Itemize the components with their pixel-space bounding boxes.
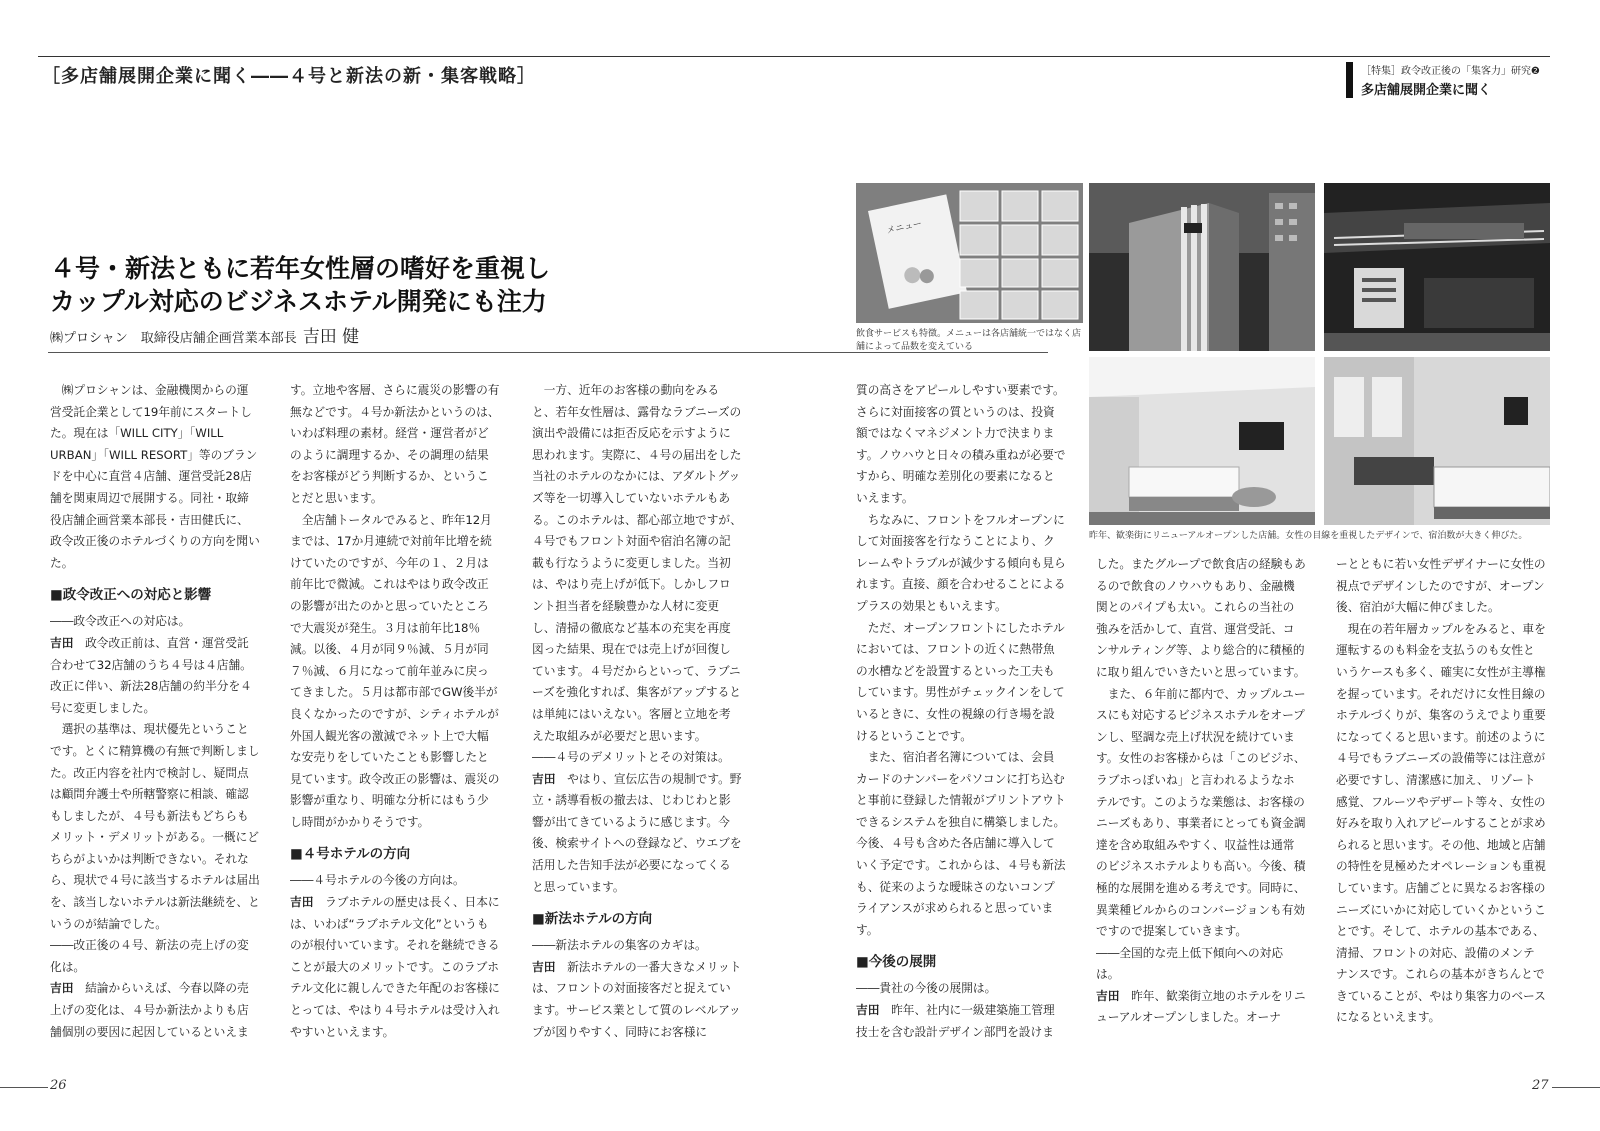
answer-text: やはり、宣伝広告の規制です。野立・誘導看板の撤去は、じわじわと影響が出てきているように感じます。今後、検索サイトへの登録など、ウエブを活用した告知手法が必要になってくると思っています。 [532,771,742,894]
guest-room-photo-1 [1089,357,1315,525]
paragraph: 一方、近年のお客様の動向をみると、若年女性層は、露骨なラブニーズの演出や設備には拒否反応を示すように思われます。実際に、４号の届出をした当社のホテルのなかには、アダルトグッズ等を一切導入していないホテルもある。このホテルは、都心部立地ですが、４号でもフロント対面や宿泊名簿の記載も行なうように変更しました。当初は、やはり売上げが低下。しかしフロント担当者を経験豊かな人材に変更し、清掃の徹底など基本の充実を再度図った結果、現在では売上げが回復しています。４号だからといって、ラブニーズを強化すれば、集客がアップするとは単純にはいえない。客層と立地を考えた取組みが必要だと思います。 [532,383,742,743]
room-illustration-1 [1089,357,1315,525]
feature-tag-line2: 多店舗展開企業に聞く [1361,83,1492,98]
paragraph: 現在の若年層カップルをみると、車を運転するのも料金を支払うのも女性というケースも多く、確実に女性が主導権を握っています。それだけに女性目線のホテルづくりが、集客のうえでより重要になってくると思います。前述のように４号でもラブニーズの設備等には注意が必要ですし、清潔感に加え、リゾート感覚、フルーツやデザート等々、女性の好みを取り入れアピールすることが求められると思います。その他、地域と店舗の特性を見極めたオペレーションも重視しています。店舗ごとに異なるお客様のニーズにいかに対応していくかということです。そして、ホテルの基本である、清掃、フロントの対応、設備のメンテナンスです。これらの基本がきちんとできていることが、やはり集客力のベースになるといえます。 [1336,621,1546,1025]
speaker-label: 吉田 [1096,988,1120,1003]
interview-question: ――新法ホテルの集客のカギは。 [532,938,707,953]
feature-tag [1346,62,1561,98]
speaker-label: 吉田 [50,981,74,996]
guest-room-photo-2 [1324,357,1550,525]
text-column-2 [290,380,500,1043]
answer-text: 昨年、社内に一級建築施工管理技士を含む設計デザイン部門を設けま [856,1003,1055,1039]
speaker-label: 吉田 [290,895,314,910]
headline-line2: カップル対応のビジネスホテル開発にも注力 [50,287,547,316]
column1-intro: ㈱プロシャンは、金融機関からの運営受託企業として19年前にスタートした。現在は「WILL CITY」「WILL URBAN」「WILL RESORT」等のブランドを中心に直営４店舗、運営受託28店舗を関東周辺で展開する。同社・取締役店舗企画営業本部長・吉田健氏に、政令改正後のホテルづくりの方向を聞いた。 [50,383,260,570]
answer-text: ラブホテルの歴史は長く、日本には、いわば“ラブホテル文化”というものが根付いています。それを継続できることが最大のメリットです。このラブホテル文化に親しんできた年配のお客様にとっては、やはり４号ホテルは受け入れやすいといえます。 [290,895,500,1039]
building-illustration-2 [1324,183,1550,351]
paragraph: 全店舗トータルでみると、昨年12月までは、17か月連続で対前年比増を続けていたのですが、今年の１、２月は前年比で微減。これはやはり政令改正の影響が出たのかと思っていたところで大震災が発生。３月は前年比18％減。以後、４月が同９％減、５月が同７％減、６月になって前年並みに戻ってきました。５月は都市部でGW後半が良くなかったのですが、シティホテルが外国人観光客の激減でネット上で大幅な安売りをしていたことも影響したと見ています。政令改正の影響は、震災の影響が重なり、明確な分析にはもう少し時間がかかりそうです。 [290,512,500,829]
answer-text: 昨年、歓楽街立地のホテルをリニューアルオープンしました。オーナ [1096,988,1306,1025]
paragraph: ただ、オープンフロントにしたホテルにおいては、フロントの近くに熱帯魚の水槽などを設置するといった工夫もしています。男性がチェックインをしているときに、女性の視線の行き場を設けるということです。 [856,620,1065,743]
headline-line1: ４号・新法ともに若年女性層の嗜好を重視し [50,254,551,283]
interview-question: ――政令改正への対応は。 [50,614,191,629]
speaker-label: 吉田 [50,635,74,650]
interview-question: ――全国的な売上低下傾向への対応は。 [1096,945,1284,982]
interview-answer [532,769,742,899]
rooms-caption: 昨年、歓楽街にリニューアルオープンした店舗。女性の目線を重視したデザインで、宿泊数が大きく伸びた。 [1089,531,1528,541]
menu-photo [856,183,1083,323]
interview-answer [1096,986,1306,1029]
byline [50,322,359,347]
feature-tag-line1: ［特集］政令改正後の「集客力」研究❷ [1361,66,1540,77]
menu-card-text: メニュー [885,219,923,237]
text-column-1 [50,380,260,1043]
paragraph: す。立地や客層、さらに震災の影響の有無などです。４号か新法かというのは、いわば料理の素材。経営・運営者がどのように調理するか、その調理の結果をお客様がどう判断するか、ということだと思います。 [290,383,500,505]
section-title: ［多店舗展開企業に聞く――４号と新法の新・集客戦略］ [42,66,536,87]
paragraph: また、６年前に都内で、カップルユースにも対応するビジネスホテルをオープンし、堅調な売上げ状況を続けています。女性のお客様からは「このビジホ、ラブホっぽいね」と言われるようなホテルです。このような業態は、お客様のニーズもあり、事業者にとっても資金調達を含め取組みやすく、収益性は通常のビジネスホテルよりも高い。今後、積極的な展開を進める考えです。同時に、異業種ビルからのコンバージョンも有効ですので提案していきます。 [1096,686,1306,939]
interview-question: ――貴社の今後の展開は。 [856,981,997,996]
interview-question: ――改正後の４号、新法の売上げの変化は。 [50,938,249,974]
speaker-label: 吉田 [856,1003,880,1018]
paragraph: ーとともに若い女性デザイナーに女性の視点でデザインしたのですが、オープン後、宿泊が大幅に伸びました。 [1336,557,1546,615]
byline-company: ㈱プロシャン 取締役店舗企画営業本部長 [50,331,297,346]
interview-answer [290,892,500,1043]
interview-answer [532,957,742,1043]
page-number-right: 27 [1532,1078,1549,1093]
menu-caption: 飲食サービスも特徴。メニューは各店舗統一ではなく店舗によって品数を変えている [856,329,1082,352]
section-heading-4go: ■４号ホテルの方向 [290,846,411,863]
answer-text: 政令改正前は、直営・運営受託合わせて32店舗のうち４号は４店舗。改正に伴い、新法28店舗の約半分を４号に変更しました。 [50,635,252,715]
text-column-3 [532,380,742,1043]
text-column-5 [1096,554,1306,1029]
page-number-left: 26 [50,1078,67,1093]
speaker-label: 吉田 [532,771,556,786]
section-heading-new-law: ■新法ホテルの方向 [532,911,653,928]
interview-question: ――４号ホテルの今後の方向は。 [290,873,465,888]
text-column-6 [1336,554,1546,1029]
paragraph: 質の高さをアピールしやすい要素です。さらに対面接客の質というのは、投資額ではなくマネジメント力で決まります。ノウハウと日々の積み重ねが必要ですから、明確な差別化の要素になるといえます。 [856,383,1066,505]
menu-illustration [856,183,1083,323]
section-heading-future: ■今後の展開 [856,954,937,971]
text-column-4 [856,380,1066,1043]
section-heading-ordinance: ■政令改正への対応と影響 [50,587,212,604]
hotel-exterior-photo-2 [1324,183,1550,351]
paragraph: ちなみに、フロントをフルオープンにして対面接客を行なうことにより、クレームやトラブルが減少する傾向も見られます。直接、顔を合わせることによるプラスの効果ともいえます。 [856,512,1066,613]
interview-answer [856,1000,1066,1043]
room-illustration-2 [1324,357,1550,525]
interview-answer [50,978,260,1043]
interview-question: ――４号のデメリットとその対策は。 [532,750,730,765]
footer-rule-right [1552,1087,1600,1088]
paragraph: 選択の基準は、現状優先ということです。とくに精算機の有無で判断しました。改正内容を社内で検討し、疑問点は顧問弁護士や所轄警察に相談、確認もしましたが、４号も新法もどちらもメリット・デメリットがある。一概にどちらがよいかは判断できない。それなら、現状で４号に該当するホテルは届出を、該当しないホテルは新法継続を、というのが結論でした。 [50,722,260,931]
interview-answer [50,633,260,719]
footer-rule-left [0,1087,48,1088]
building-illustration-1 [1089,183,1315,351]
top-rule [38,56,1550,57]
paragraph: また、宿泊者名簿については、会員カードのナンバーをパソコンに打ち込むと事前に登録した情報がプリントアウトできるシステムを独自に構築しました。今後、４号も含めた各店舗に導入していく予定です。これからは、４号も新法も、従来のような曖昧さのないコンプライアンスが求められると思っています。 [856,750,1066,937]
speaker-label: 吉田 [532,959,556,974]
hotel-exterior-photo-1 [1089,183,1315,351]
article-headline [50,252,550,318]
answer-text: 結論からいえば、今春以降の売上げの変化は、４号か新法かよりも店舗個別の要因に起因しているといえま [50,981,249,1039]
paragraph: した。またグループで飲食店の経験もあるので飲食のノウハウもあり、金融機関とのパイプも太い。これらの当社の強みを活かして、直営、運営受託、コンサルティング等、より総合的に積極的に取り組んでいきたいと思っています。 [1096,557,1306,679]
answer-text: 新法ホテルの一番大きなメリットは、フロントの対面接客だと捉えています。サービス業として質のレベルアップが図りやすく、同時にお客様に [532,959,742,1039]
byline-name: 吉田 健 [302,327,360,347]
